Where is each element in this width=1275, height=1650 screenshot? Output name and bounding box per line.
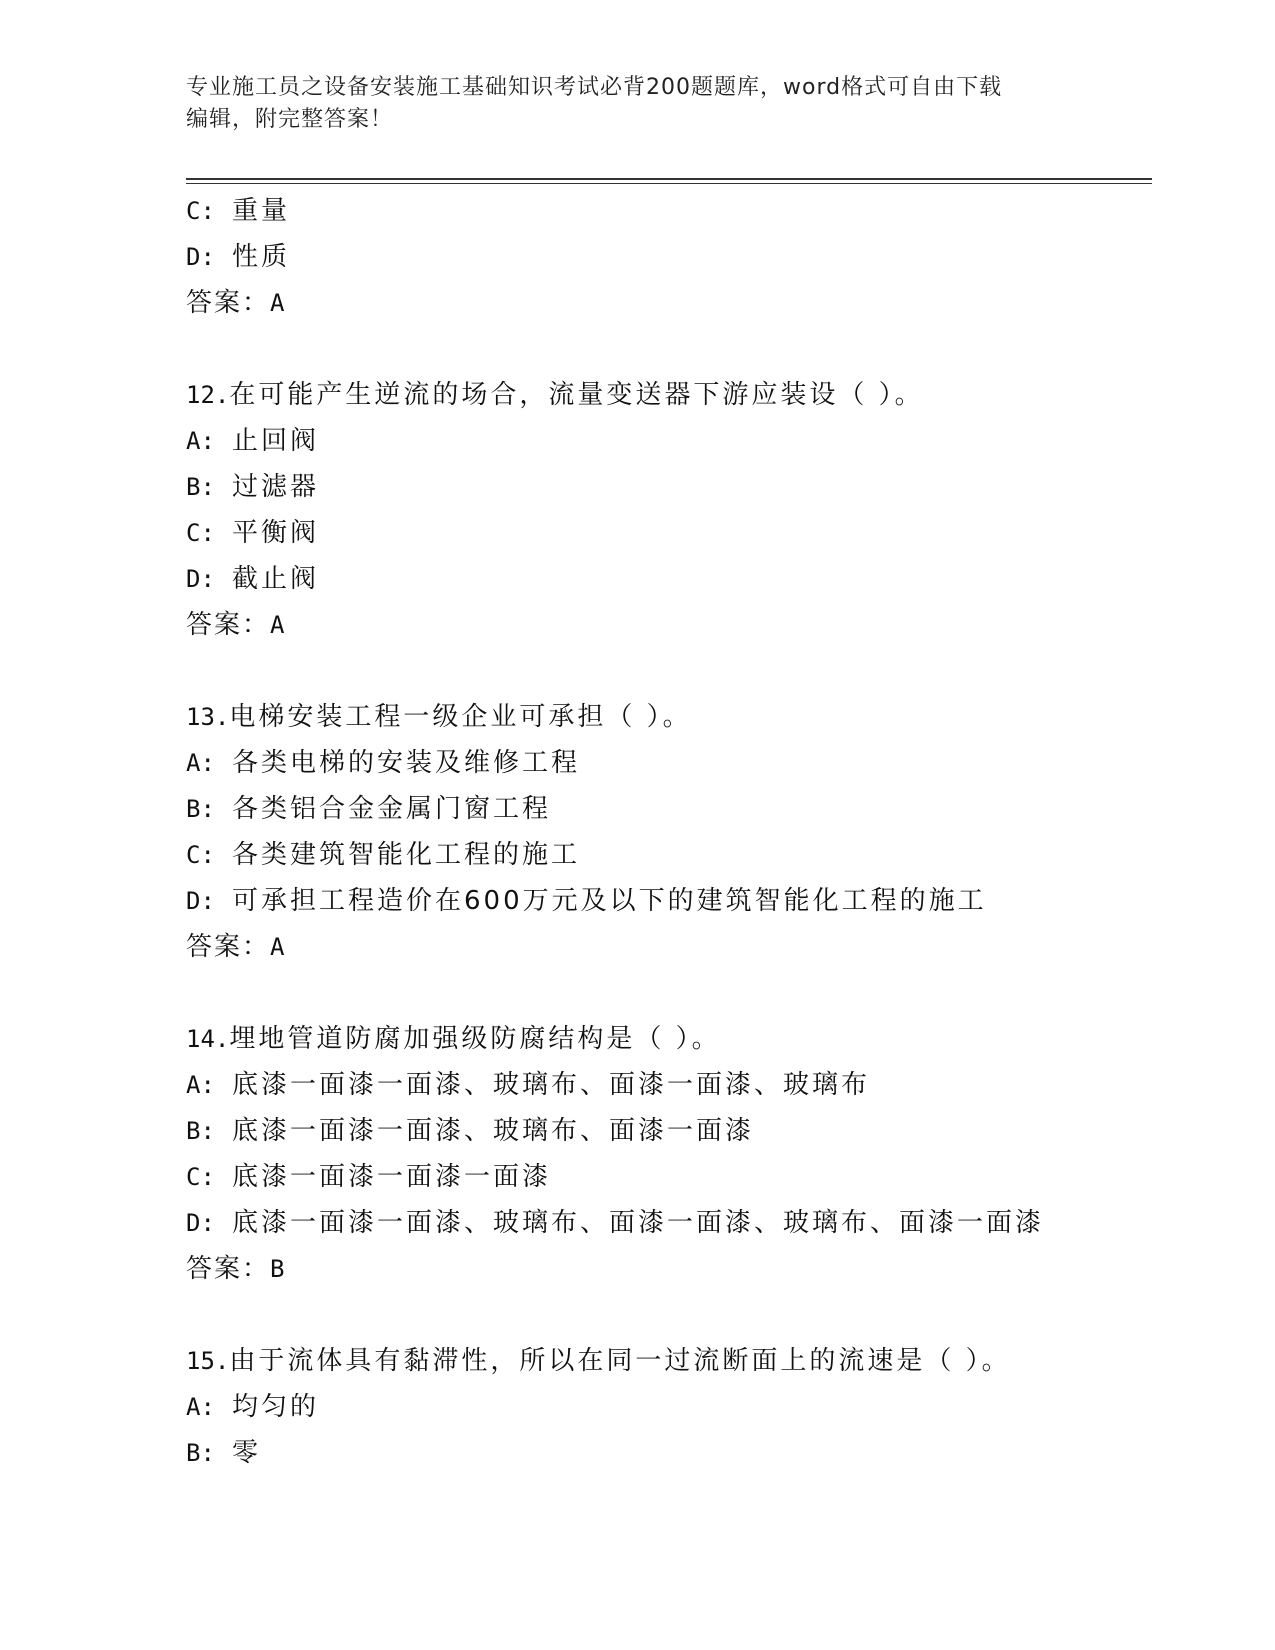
question-14	[186, 1016, 1152, 1292]
header-title-line1: 专业施工员之设备安装施工基础知识考试必背200题题库，word格式可自由下载	[186, 75, 1003, 100]
question-stem	[186, 1338, 1152, 1384]
question-number: 15.	[186, 1347, 230, 1375]
question-text: 电梯安装工程一级企业可承担（ ）。	[229, 702, 692, 732]
option-key: B:	[186, 1439, 215, 1467]
question-number: 12.	[186, 381, 230, 409]
question-text: 埋地管道防腐加强级防腐结构是（ ）。	[229, 1024, 721, 1054]
option-key: A:	[186, 1393, 215, 1421]
question-12	[186, 372, 1152, 648]
question-number: 13.	[186, 703, 230, 731]
answer-value: A	[270, 289, 285, 317]
header-title-line2: 编辑，附完整答案！	[186, 107, 394, 132]
answer-label: 答案：	[186, 932, 271, 962]
option-b	[186, 786, 1152, 832]
question-number: 14.	[186, 1025, 230, 1053]
option-key: B:	[186, 473, 215, 501]
option-key: D:	[186, 1209, 215, 1237]
option-key: A:	[186, 1071, 215, 1099]
question-stem	[186, 372, 1152, 418]
option-text: 底漆一面漆一面漆、玻璃布、面漆一面漆	[232, 1116, 755, 1146]
option-b	[186, 1108, 1152, 1154]
option-key: B:	[186, 795, 215, 823]
option-text: 各类建筑智能化工程的施工	[232, 840, 581, 870]
document-header	[186, 72, 1086, 136]
option-key: D:	[186, 887, 215, 915]
option-text: 性质	[232, 242, 291, 272]
option-d	[186, 878, 1152, 924]
option-text: 底漆一面漆一面漆、玻璃布、面漆一面漆、玻璃布、面漆一面漆	[232, 1208, 1045, 1238]
option-a	[186, 418, 1152, 464]
option-text: 零	[232, 1438, 262, 1468]
question-15	[186, 1338, 1152, 1476]
question-13	[186, 694, 1152, 970]
question-carryover	[186, 188, 1152, 326]
question-list	[186, 188, 1152, 1476]
answer-line	[186, 602, 1152, 648]
option-key: C:	[186, 841, 215, 869]
header-divider-thick	[186, 178, 1152, 180]
option-b	[186, 1430, 1152, 1476]
option-c	[186, 188, 1152, 234]
answer-line	[186, 1246, 1152, 1292]
option-key: A:	[186, 749, 215, 777]
answer-line	[186, 924, 1152, 970]
option-key: C:	[186, 519, 215, 547]
option-text: 底漆一面漆一面漆一面漆	[232, 1162, 552, 1192]
question-text: 在可能产生逆流的场合，流量变送器下游应装设（ ）。	[229, 380, 924, 410]
question-stem	[186, 1016, 1152, 1062]
option-c	[186, 832, 1152, 878]
option-a	[186, 1062, 1152, 1108]
option-key: A:	[186, 427, 215, 455]
option-text: 止回阀	[232, 426, 320, 456]
option-text: 截止阀	[232, 564, 320, 594]
header-divider-thin	[186, 183, 1152, 184]
option-key: B:	[186, 1117, 215, 1145]
option-text: 平衡阀	[232, 518, 320, 548]
option-key: D:	[186, 565, 215, 593]
answer-label: 答案：	[186, 1254, 271, 1284]
option-text: 各类铝合金金属门窗工程	[232, 794, 552, 824]
option-c	[186, 510, 1152, 556]
option-text: 重量	[232, 196, 291, 226]
answer-label: 答案：	[186, 288, 271, 318]
option-a	[186, 1384, 1152, 1430]
answer-line	[186, 280, 1152, 326]
answer-value: B	[270, 1255, 285, 1283]
answer-value: A	[270, 611, 285, 639]
option-text: 可承担工程造价在600万元及以下的建筑智能化工程的施工	[232, 886, 987, 916]
option-text: 底漆一面漆一面漆、玻璃布、面漆一面漆、玻璃布	[232, 1070, 871, 1100]
option-key: C:	[186, 197, 215, 225]
option-d	[186, 556, 1152, 602]
option-text: 各类电梯的安装及维修工程	[232, 748, 581, 778]
question-text: 由于流体具有黏滞性，所以在同一过流断面上的流速是（ ）。	[229, 1346, 1011, 1376]
option-d	[186, 234, 1152, 280]
answer-label: 答案：	[186, 610, 271, 640]
option-b	[186, 464, 1152, 510]
option-c	[186, 1154, 1152, 1200]
option-a	[186, 740, 1152, 786]
question-stem	[186, 694, 1152, 740]
option-text: 过滤器	[232, 472, 320, 502]
option-key: D:	[186, 243, 215, 271]
option-text: 均匀的	[232, 1392, 320, 1422]
option-key: C:	[186, 1163, 215, 1191]
option-d	[186, 1200, 1152, 1246]
answer-value: A	[270, 933, 285, 961]
